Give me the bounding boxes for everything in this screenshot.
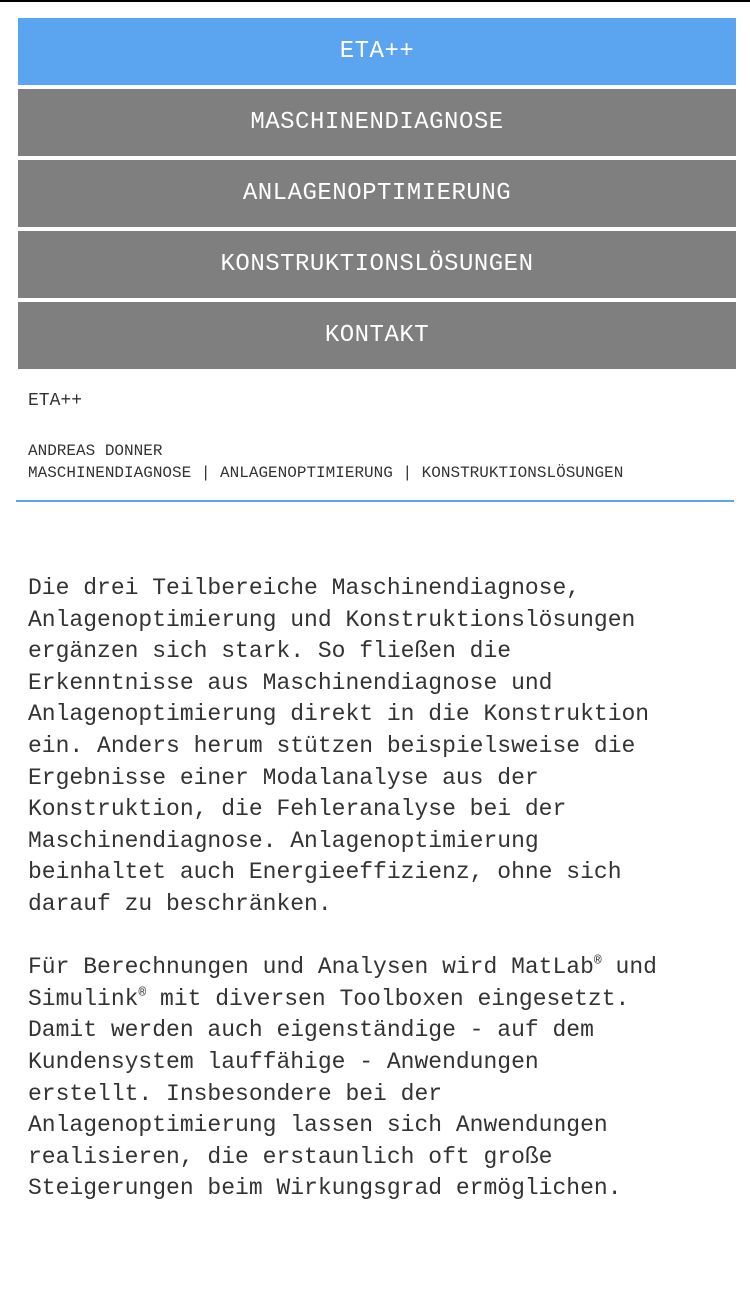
site-header: [28, 390, 734, 484]
paragraph-2-text-a: Für Berechnungen und Analysen wird MatLab: [28, 954, 594, 981]
paragraph-2-text-b: und Simulink: [28, 954, 657, 1012]
site-title: ETA++: [28, 391, 83, 411]
registered-mark-matlab: ®: [593, 953, 602, 969]
content-paragraph-2: [28, 952, 738, 1205]
registered-mark-simulink: ®: [138, 984, 147, 1000]
content-paragraph-1: Die drei Teilbereiche Maschinendiagnose, Anlagenoptimierung und Konstruktionslösungen ergänzen sich stark. So fließen die Erkenntnisse aus Maschinendiagnose und Anlagenoptimierung direkt in die Konstruktion ein. Anders herum stützen beispielsweise die Ergebnisse einer Modalanalyse aus der Konstruktion, die Fehleranalyse bei der Maschinendiagnose. Anlagenoptimierung beinhaltet auch Energieeffizienz, ohne sich darauf zu beschränken.: [28, 575, 650, 917]
nav-item-maschinendiagnose[interactable]: MASCHINENDIAGNOSE: [18, 89, 736, 156]
main-navigation: [18, 18, 736, 373]
nav-item-kontakt[interactable]: KONTAKT: [18, 302, 736, 369]
nav-item-konstruktionsloesungen[interactable]: KONSTRUKTIONSLÖSUNGEN: [18, 231, 736, 298]
nav-item-anlagenoptimierung[interactable]: ANLAGENOPTIMIERUNG: [18, 160, 736, 227]
paragraph-2-text-c: mit diversen Toolboxen eingesetzt. Damit werden auch eigenständige - auf dem Kundensystem lauffähige - Anwendungen erstellt. Insbesondere bei der Anlagenoptimierung lassen sich Anwendungen realisieren, die erstaunlich oft große Steigerungen beim Wirkungsgrad ermöglichen.: [28, 985, 630, 1202]
top-border: [0, 0, 750, 2]
site-tagline: MASCHINENDIAGNOSE | ANLAGENOPTIMIERUNG | KONSTRUKTIONSLÖSUNGEN: [28, 464, 624, 482]
owner-name: ANDREAS DONNER: [28, 442, 163, 460]
header-divider: [16, 500, 734, 502]
nav-item-eta[interactable]: ETA++: [18, 18, 736, 85]
main-content: [28, 573, 738, 1236]
